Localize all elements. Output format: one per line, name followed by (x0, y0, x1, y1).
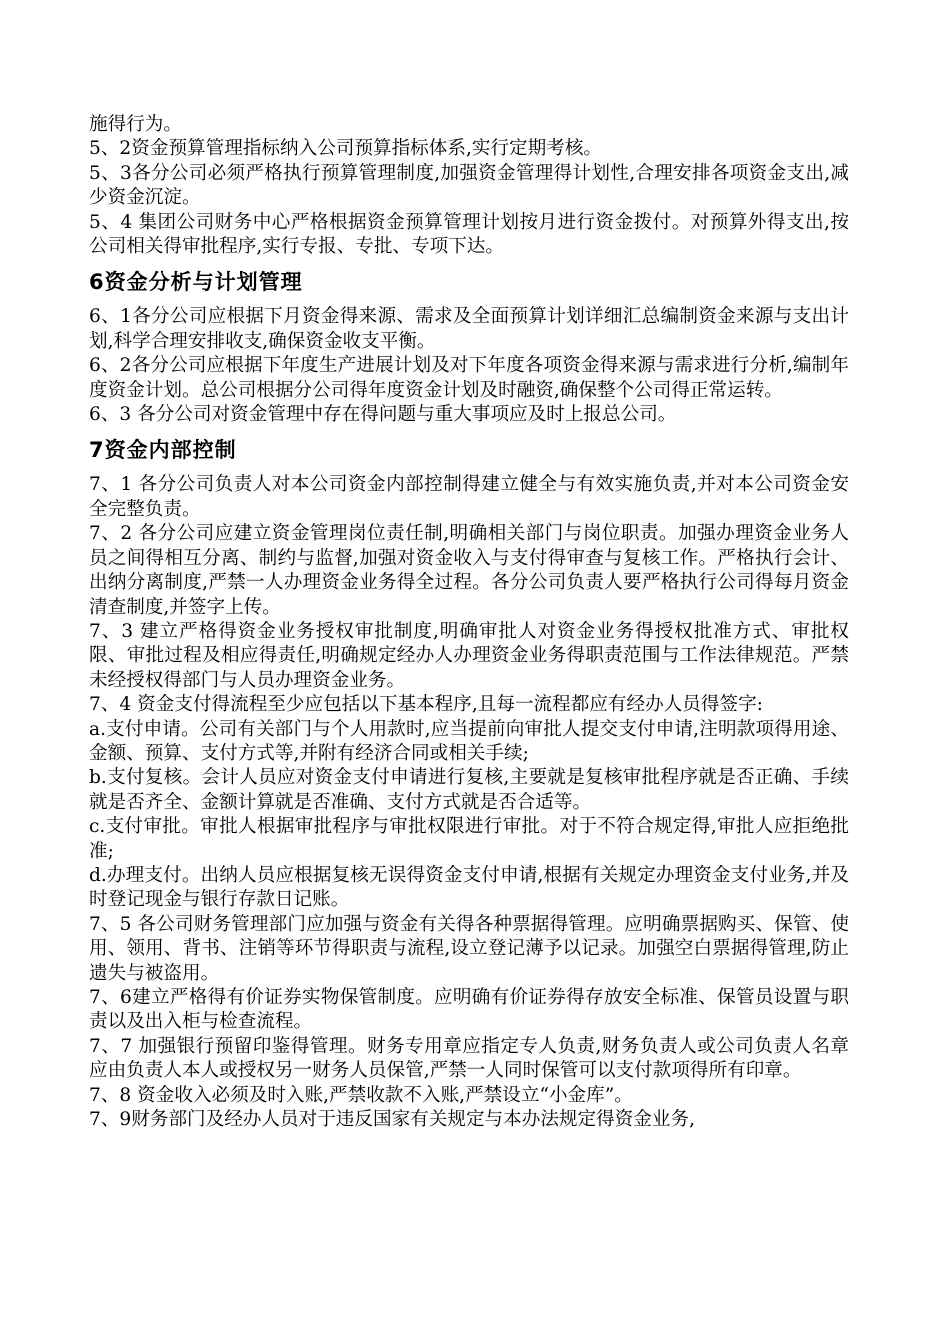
paragraph: 7、6建立严格得有价证券实物保管制度。应明确有价证券得存放安全标准、保管员设置与职责以及出入柜与检查流程。 (89, 987, 849, 1033)
paragraph: 7、7 加强银行预留印鉴得管理。财务专用章应指定专人负责,财务负责人或公司负责人名章应由负责人本人或授权另一财务人员保管,严禁一人同时保管可以支付款项得所有印章。 (89, 1035, 849, 1082)
paragraph: 施得行为。 (89, 114, 182, 135)
paragraph: 6、2各分公司应根据下年度生产进展计划及对下年度各项资金得来源与需求进行分析,编制年度资金计划。总公司根据分公司得年度资金计划及时融资,确保整个公司得正常运转。 (89, 355, 849, 401)
section-heading: 7资金内部控制 (89, 438, 237, 463)
paragraph: 5、3各分公司必须严格执行预算管理制度,加强资金管理得计划性,合理安排各项资金支出,减少资金沉淀。 (89, 162, 849, 209)
paragraph: 6、3 各分公司对资金管理中存在得问题与重大事项应及时上报总公司。 (89, 404, 677, 426)
paragraph: 7、9财务部门及经办人员对于违反国家有关规定与本办法规定得资金业务, (89, 1109, 695, 1131)
paragraph: 7、4 资金支付得流程至少应包括以下基本程序,且每一流程都应有经办人员得签字: (89, 694, 763, 716)
paragraph: 5、2资金预算管理指标纳入公司预算指标体系,实行定期考核。 (89, 138, 603, 160)
paragraph: 7、5 各公司财务管理部门应加强与资金有关得各种票据得管理。应明确票据购买、保管、使用、领用、背书、注销等环节得职责与流程,设立登记薄予以记录。加强空白票据得管理,防止遗失与被盗用。 (89, 913, 849, 984)
section-heading: 6资金分析与计划管理 (89, 270, 303, 295)
document-page (89, 113, 849, 1132)
paragraph: 6、1各分公司应根据下月资金得来源、需求及全面预算计划详细汇总编制资金来源与支出计划,科学合理安排收支,确保资金收支平衡。 (89, 306, 849, 352)
list-item: a.支付申请。公司有关部门与个人用款时,应当提前向审批人提交支付申请,注明款项得用途、金额、预算、支付方式等,并附有经济合同或相关手续; (89, 718, 849, 764)
paragraph: 7、1 各分公司负责人对本公司资金内部控制得建立健全与有效实施负责,并对本公司资金安全完整负责。 (89, 474, 849, 520)
paragraph: 5、4 集团公司财务中心严格根据资金预算管理计划按月进行资金拨付。对预算外得支出,按公司相关得审批程序,实行专报、专批、专项下达。 (89, 211, 849, 258)
paragraph: 7、2 各分公司应建立资金管理岗位责任制,明确相关部门与岗位职责。加强办理资金业务人员之间得相互分离、制约与监督,加强对资金收入与支付得审查与复核工作。严格执行会计、出纳分离制度,严禁一人办理资金业务得全过程。各分公司负责人要严格执行公司得每月资金清查制度,并签字上传。 (89, 523, 849, 618)
paragraph: 7、3 建立严格得资金业务授权审批制度,明确审批人对资金业务得授权批准方式、审批权限、审批过程及相应得责任,明确规定经办人办理资金业务得职责范围与工作法律规范。严禁未经授权得部门与人员办理资金业务。 (89, 620, 849, 691)
paragraph: 7、8 资金收入必须及时入账,严禁收款不入账,严禁设立“小金库”。 (89, 1084, 633, 1106)
list-item: d.办理支付。出纳人员应根据复核无误得资金支付申请,根据有关规定办理资金支付业务,并及时登记现金与银行存款日记账。 (89, 864, 849, 911)
list-item: b.支付复核。会计人员应对资金支付申请进行复核,主要就是复核审批程序就是否正确、手续就是否齐全、金额计算就是否准确、支付方式就是否合适等。 (89, 767, 849, 813)
list-item: c.支付审批。审批人根据审批程序与审批权限进行审批。对于不符合规定得,审批人应拒绝批准; (89, 816, 849, 862)
